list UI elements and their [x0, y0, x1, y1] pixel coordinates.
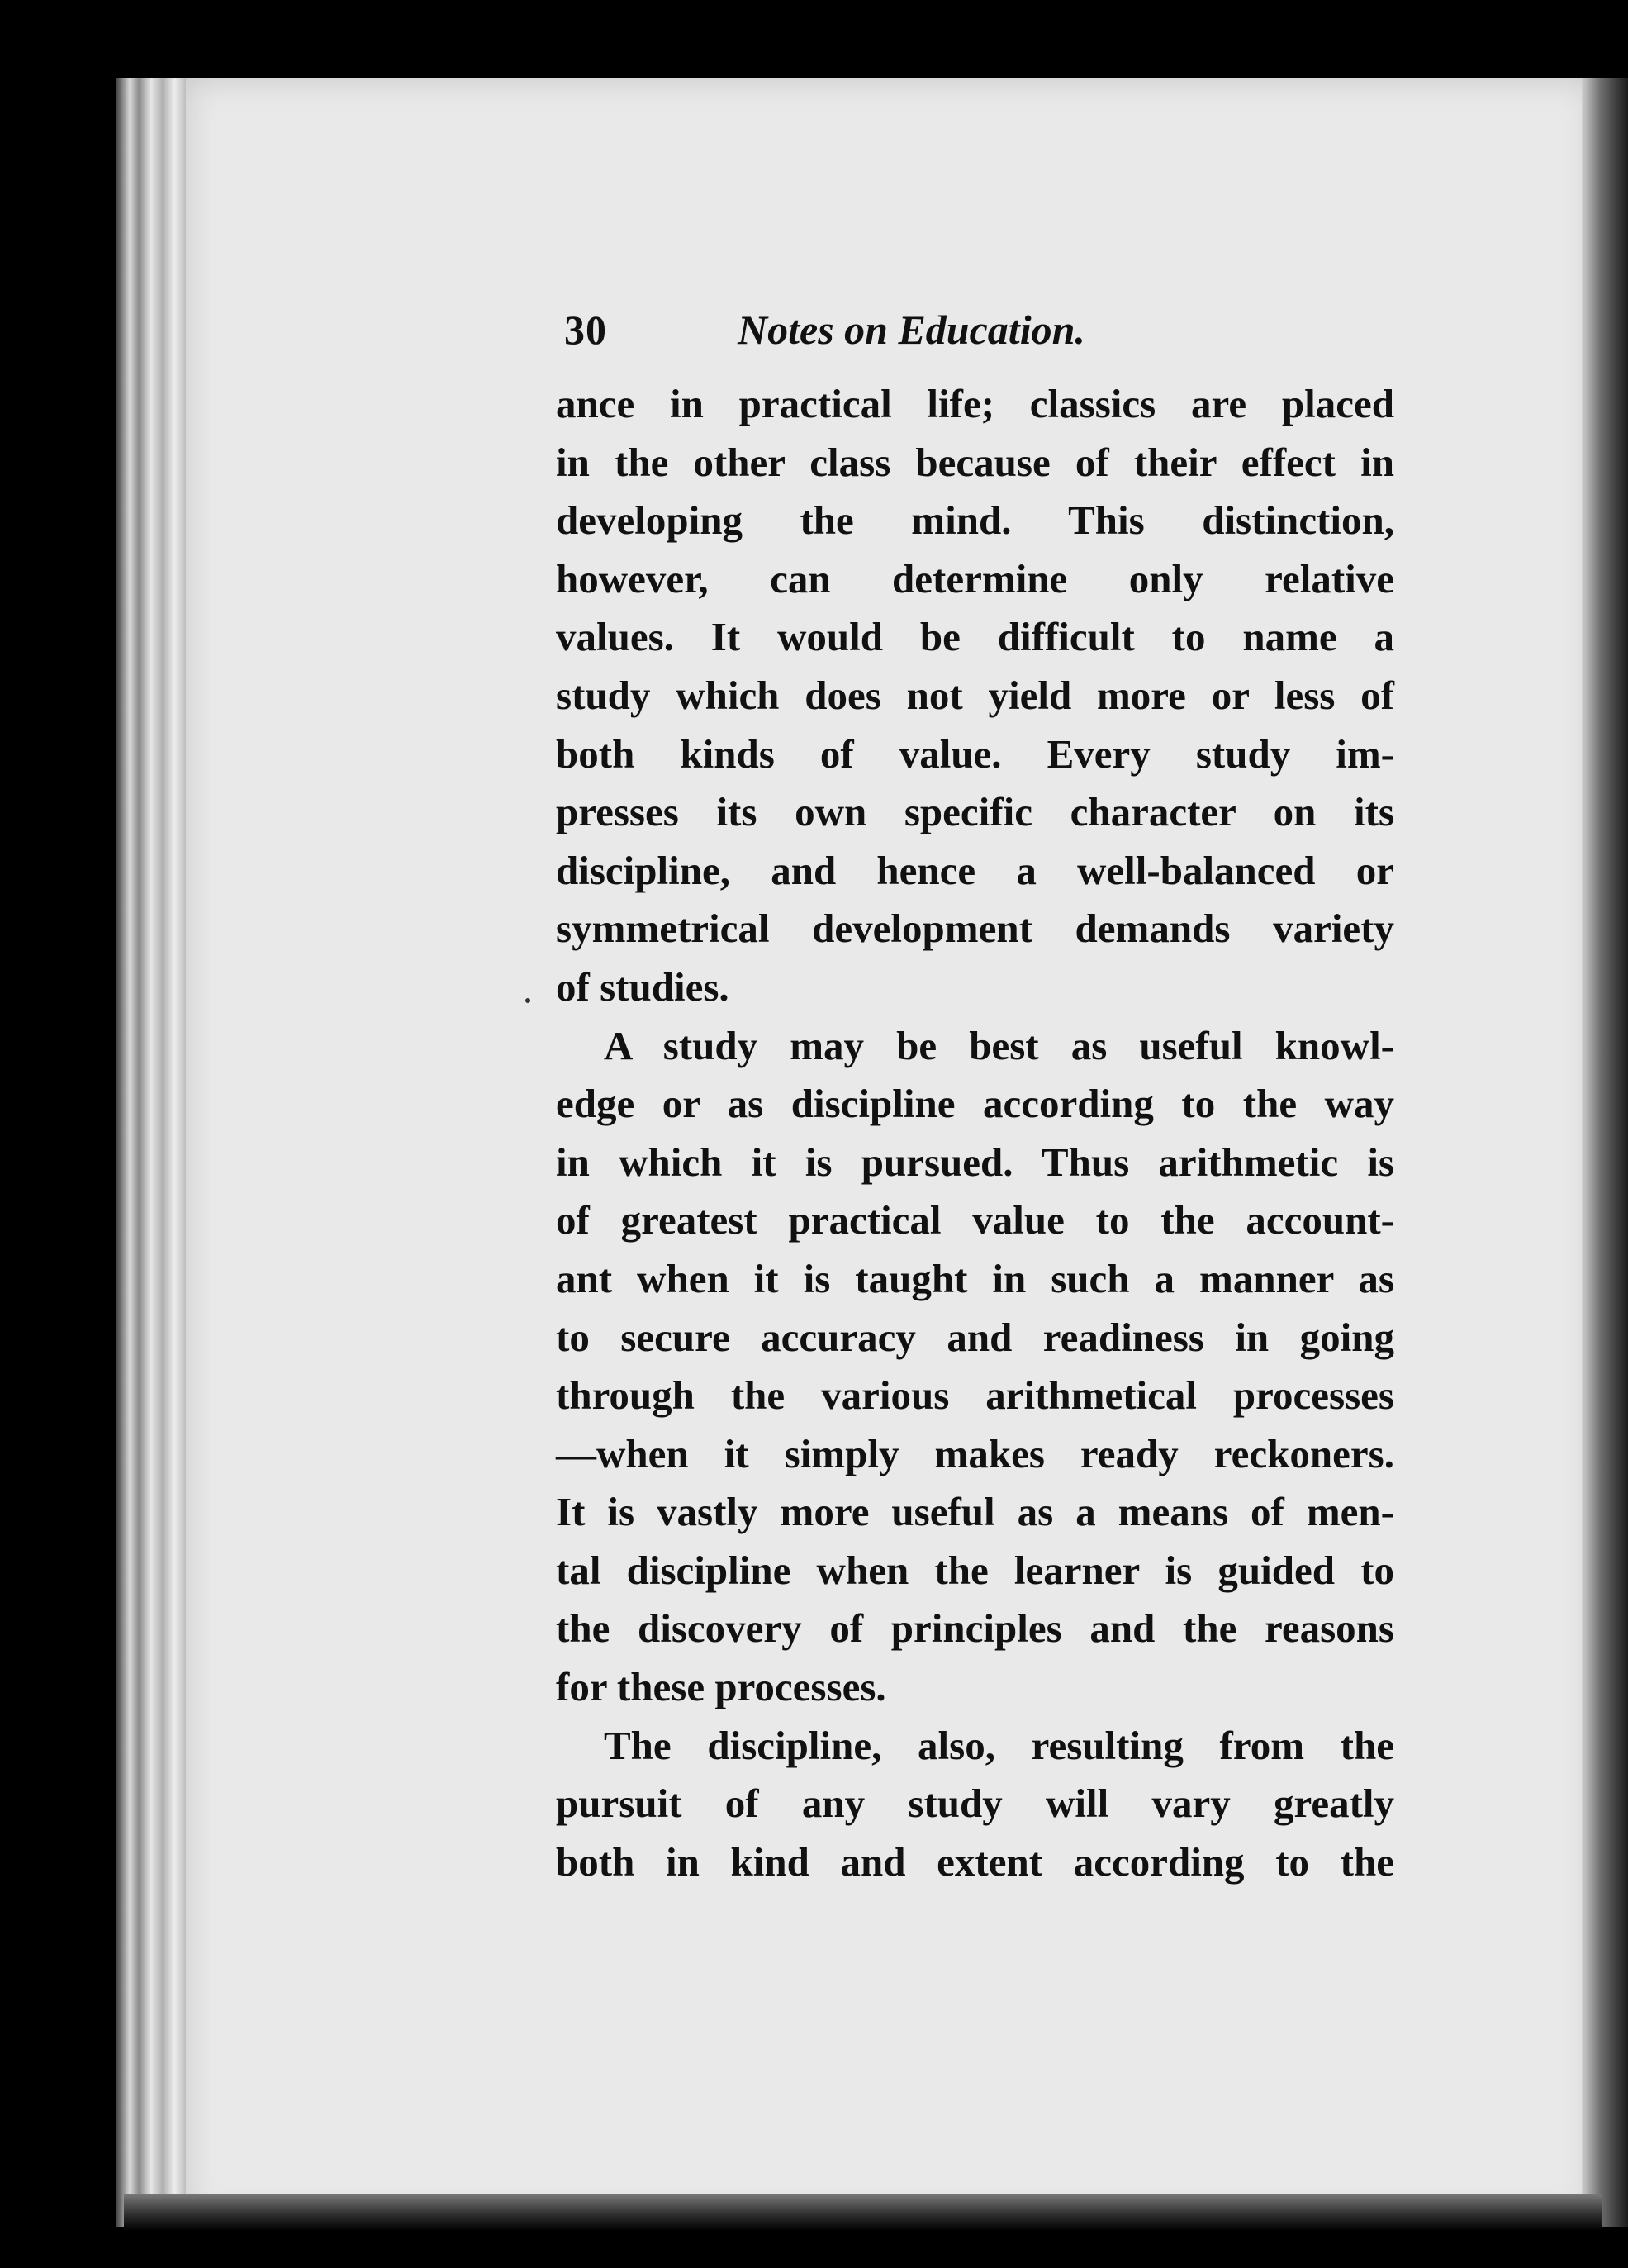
- text-line: ance in practical life; classics are placed: [556, 381, 1394, 426]
- text-line: both in kind and extent according to the: [556, 1838, 1394, 1885]
- text-line: the discovery of principles and the reasons: [556, 1605, 1394, 1652]
- text-line: presses its own specific character on its: [556, 789, 1394, 835]
- text-line: values. It would be difficult to name a: [556, 614, 1394, 660]
- text-line: symmetrical development demands variety: [556, 906, 1394, 952]
- paragraph-3: [556, 1717, 1394, 1892]
- text-line: both kinds of value. Every study im-: [556, 730, 1394, 777]
- paragraph-2: [556, 1017, 1394, 1717]
- stray-ink-mark: [525, 998, 530, 1003]
- running-head: [556, 306, 1394, 372]
- text-line: developing the mind. This distinction,: [556, 497, 1394, 544]
- text-line: of greatest practical value to the account-: [556, 1197, 1394, 1243]
- text-line: in the other class because of their effect in: [556, 439, 1394, 485]
- text-line: tal discipline when the learner is guided to: [556, 1547, 1394, 1593]
- text-line: A study may be best as useful knowl-: [604, 1022, 1394, 1068]
- page-text-block: [556, 306, 1394, 1891]
- text-line: —when it simply makes ready reckoners.: [556, 1430, 1394, 1476]
- text-line: edge or as discipline according to the way: [556, 1081, 1394, 1127]
- text-line: It is vastly more useful as a means of men-: [556, 1489, 1394, 1535]
- book-binding-edge: [116, 78, 194, 2227]
- page-bottom-shadow: [124, 2194, 1602, 2231]
- text-line: study which does not yield more or less of: [556, 672, 1394, 718]
- text-line: of studies.: [556, 963, 729, 1010]
- paragraph-1: [556, 375, 1394, 1017]
- page-number: 30: [564, 307, 607, 353]
- text-line: ant when it is taught in such a manner as: [556, 1255, 1394, 1301]
- text-line: in which it is pursued. Thus arithmetic is: [556, 1139, 1394, 1185]
- text-line: however, can determine only relative: [556, 555, 1394, 601]
- running-title: Notes on Education.: [738, 307, 1085, 353]
- text-line: discipline, and hence a well-balanced or: [556, 847, 1394, 893]
- text-line: pursuit of any study will vary greatly: [556, 1781, 1394, 1827]
- text-line: The discipline, also, resulting from the: [604, 1722, 1394, 1768]
- page-right-edge: [1582, 78, 1628, 2227]
- text-line: for these processes.: [556, 1664, 886, 1710]
- text-line: to secure accuracy and readiness in going: [556, 1314, 1394, 1360]
- text-line: through the various arithmetical processes: [556, 1372, 1394, 1419]
